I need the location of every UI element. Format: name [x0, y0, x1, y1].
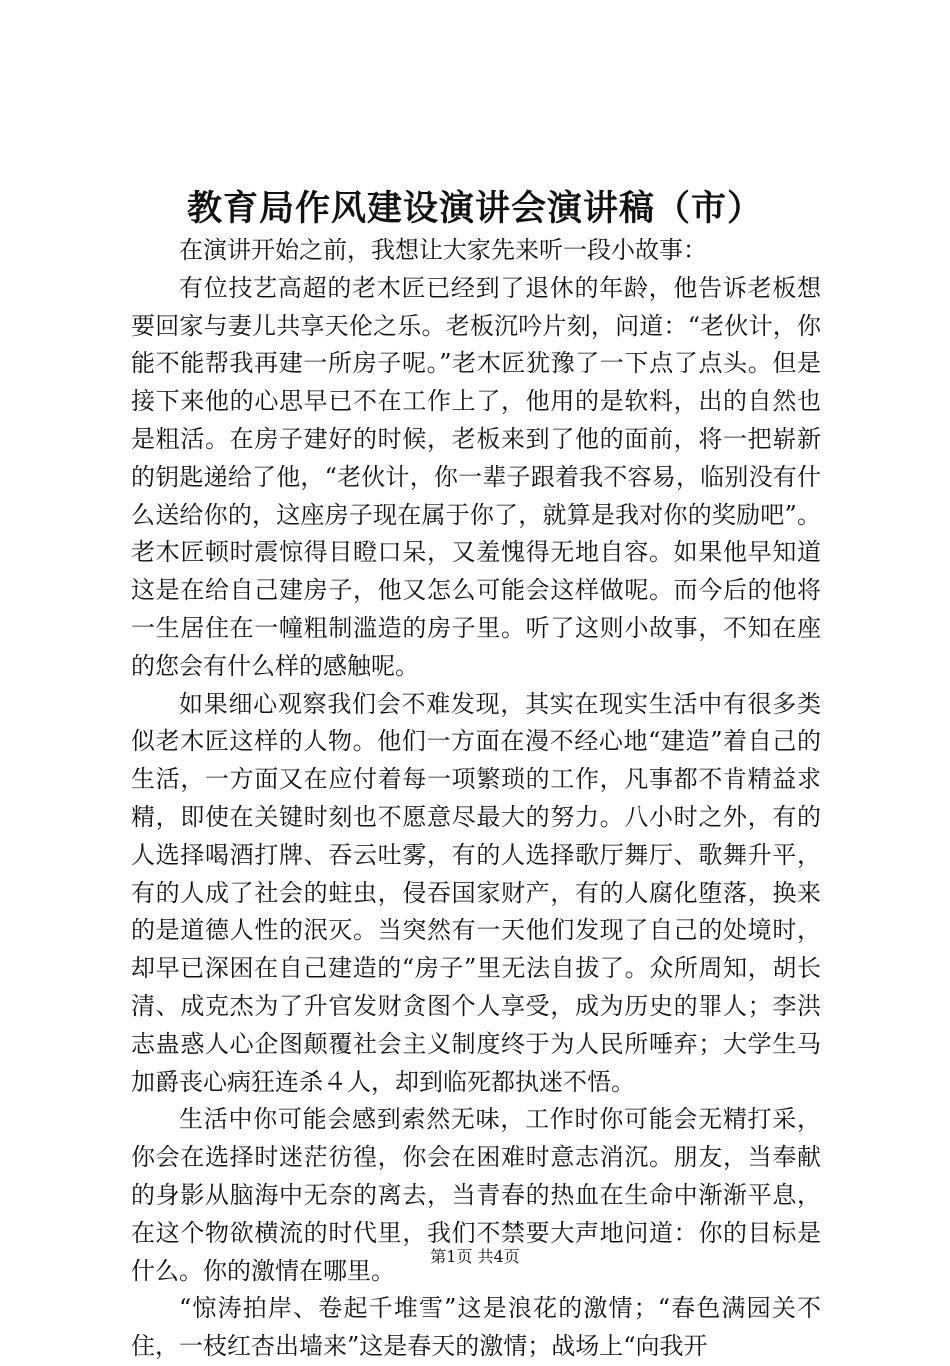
document-body — [131, 232, 821, 1366]
paragraph-observation: 如果细心观察我们会不难发现，其实在现实生活中有很多类似老木匠这样的人物。他们一方面在漫不经心地“建造”着自己的生活，一方面又在应付着每一项繁琐的工作，凡事都不肯精益求精，即使在关键时刻也不愿意尽最大的努力。八小时之外，有的人选择喝酒打牌、吞云吐雾，有的人选择歌厅舞厅、歌舞升平，有的人成了社会的蛀虫，侵吞国家财产，有的人腐化堕落，换来的是道德人性的泯灭。当突然有一天他们发现了自己的处境时，却早已深困在自己建造的“房子”里无法自拔了。众所周知，胡长清、成克杰为了升官发财贪图个人享受，成为历史的罪人；李洪志蛊惑人心企图颠覆社会主义制度终于为人民所唾弃；大学生马加爵丧心病狂连杀４人，却到临死都执迷不悟。 — [131, 689, 821, 1096]
page-number: 第1页 共4页 — [430, 1247, 520, 1266]
paragraph-passion: “惊涛拍岸、卷起千堆雪”这是浪花的激情；“春色满园关不住，一枝红杏出墙来”这是春天的激情；战场上“向我开 — [131, 1294, 821, 1361]
document-title: 教育局作风建设演讲会演讲稿（市） — [186, 188, 763, 229]
paragraph-story: 有位技艺高超的老木匠已经到了退休的年龄，他告诉老板想要回家与妻儿共享天伦之乐。老板沉吟片刻，问道：“老伙计，你能不能帮我再建一所房子呢。”老木匠犹豫了一下点了点头。但是接下来他的心思早已不在工作上了，他用的是软料，出的自然也是粗活。在房子建好的时候，老板来到了他的面前，将一把崭新的钥匙递给了他，“老伙计，你一辈子跟着我不容易，临别没有什么送给你的，这座房子现在属于你了，就算是我对你的奖励吧”。老木匠顿时震惊得目瞪口呆，又羞愧得无地自容。如果他早知道这是在给自己建房子，他又怎么可能会这样做呢。而今后的他将一生居住在一幢粗制滥造的房子里。听了这则小故事，不知在座的您会有什么样的感触呢。 — [131, 273, 821, 680]
paragraph-intro: 在演讲开始之前，我想让大家先来听一段小故事： — [179, 236, 707, 264]
paragraph-life: 生活中你可能会感到索然无味，工作时你可能会无精打采，你会在选择时迷茫彷徨，你会在困难时意志消沉。朋友，当奉献的身影从脑海中无奈的离去，当青春的热血在生命中渐渐平息，在这个物欲横流的时代里，我们不禁要大声地问道：你的目标是什么。你的激情在哪里。 — [131, 1105, 821, 1285]
